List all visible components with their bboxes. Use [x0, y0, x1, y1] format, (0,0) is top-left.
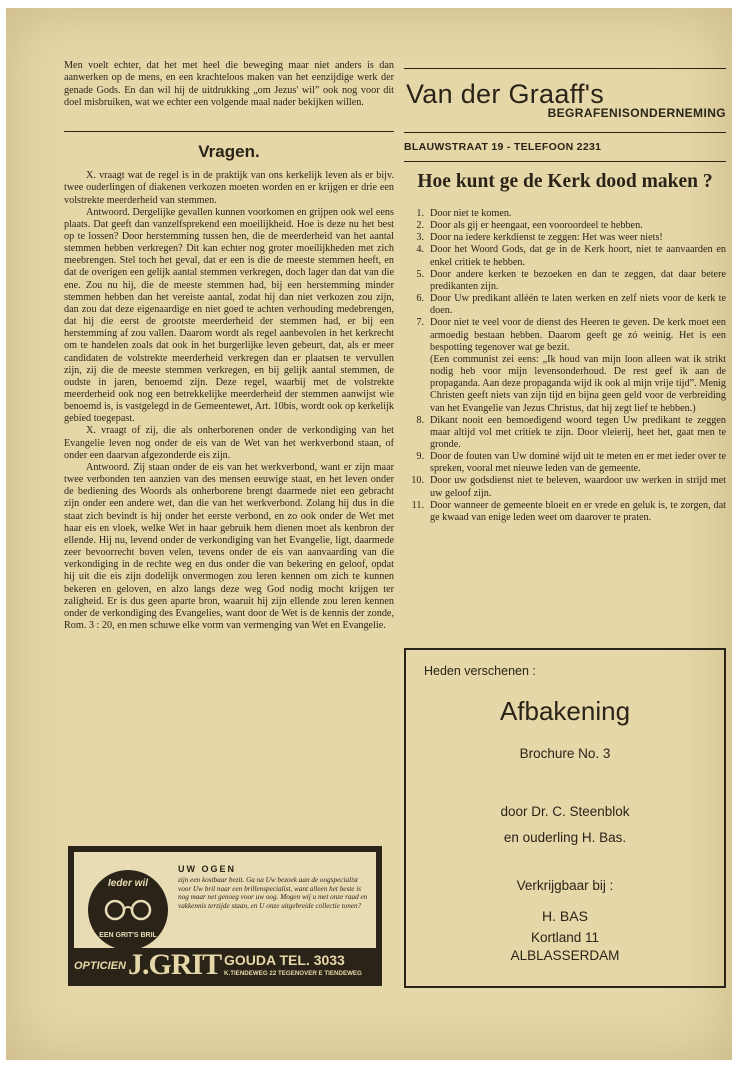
grit-ad-address: K.TIENDEWEG 22 TEGENOVER E TIENDEWEG	[224, 970, 362, 977]
afb-seller-name: H. BAS	[542, 908, 588, 924]
list-item: 1. Door niet te komen.	[416, 208, 512, 219]
list-item: 10. Door uw godsdienst niet te beleven, waardoor uw werken in strijd met uw geloof zijn.	[411, 475, 726, 499]
list-item: 7. Door niet te veel voor de dienst des Heeren te geven. De kerk moet een armoedig bestaan hebben. Daarom geeft ge zó weinig. Het is een bespotting tegenover wat ge bezit. (Een communist zei eens: „Ik houd van mijn loon alleen wat ik strikt nodig heb voor mijn levensonderhoud. De rest geef ik aan de propaganda. Aan deze propaganda wijd ik ook al mijn vrije tijd”. Menig Christen geeft niets van zijn tijd en bijna geen geld voor de verbreiding van het Evangelie van Jezus Christus, dat hij zegt lief te hebben.)	[416, 317, 726, 414]
list-item: 11. Door wanneer de gemeente bloeit en er vrede en geluk is, te zorgen, dat ge kwaad van enige leden weet om daarover te praten.	[411, 499, 726, 523]
afb-seller-street: Kortland 11	[530, 930, 600, 945]
divider	[404, 132, 726, 133]
divider	[404, 161, 726, 162]
grit-ad-footer	[72, 950, 378, 982]
numbered-list	[404, 208, 726, 524]
question-1: X. vraagt wat de regel is in de praktijk van ons kerkelijk leven als er bijv. twee ouderlingen of diakenen verkozen moeten worden en er krijgen er drie een volstrekte meerderheid van stemmen.	[64, 170, 394, 206]
list-item-note: (Een communist zei eens: „Ik houd van mijn loon alleen wat ik strikt nodig heb voor mijn levensonderhoud. De rest geef ik aan de propaganda. Aan deze propaganda wijd ik ook al mijn vrije tijd”. Menig Christen geeft niets van zijn tijd en bijna geen geld voor de verbreiding van het Evangelie van Jezus Christus, dat hij zegt lief te hebben.)	[430, 353, 726, 414]
emblem-top-text: Ieder wil	[107, 878, 148, 889]
right-column	[404, 68, 726, 524]
grit-ad-headline: UW OGEN	[178, 864, 236, 874]
afb-author-1: door Dr. C. Steenblok	[500, 804, 630, 819]
firm-name: Van der Graaff's	[406, 79, 605, 109]
list-item: 8. Dikant nooit een bemoedigend woord tegen Uw predikant te zeggen maar altijd vol met critiek te zijn. Door vleierij, heet het, gaat men te gronde.	[416, 414, 726, 450]
list-item: 2. Door als gij er heengaat, een vooroordeel te hebben.	[416, 220, 643, 232]
grit-ad-city-tel: GOUDA TEL. 3033	[224, 952, 345, 968]
newspaper-page	[6, 8, 732, 1060]
grit-ad-emblem	[88, 870, 168, 950]
list-item: 3. Door na iedere kerkdienst te zeggen: Het was weer niets!	[416, 232, 663, 244]
grit-ad-opticien: OPTICIEN	[74, 960, 126, 972]
afb-author-2: en ouderling H. Bas.	[503, 830, 627, 845]
question-2: X. vraagt of zij, die als onherborenen onder de verkondiging van het Evangelie leven nog onder de eis van de Wet van het werkverbond staan, of onder een daarvan afgezonderde eis zijn.	[64, 425, 394, 461]
grit-ad-brand: J.GRIT	[128, 948, 222, 981]
glasses-icon	[102, 898, 154, 922]
firm-address: BLAUWSTRAAT 19 - TELEFOON 2231	[404, 141, 602, 153]
divider	[64, 131, 394, 132]
grit-ad-panel	[74, 852, 376, 948]
grit-optician-advertisement	[68, 846, 382, 986]
list-item: 9. Door de fouten van Uw dominé wijd uit te meten en er met ieder over te spreken, vooral met nieuwe leden van de gemeente.	[416, 451, 726, 475]
list-item: 5. Door andere kerken te bezoeken en dan te zeggen, dat daar betere predikanten zijn.	[416, 268, 726, 292]
afb-brochure: Brochure No. 3	[519, 746, 611, 761]
afb-available: Verkrijgbaar bij :	[516, 878, 614, 893]
left-column	[64, 60, 394, 632]
emblem-bottom-text: EEN GRIT'S BRIL	[99, 932, 157, 939]
list-item: 6. Door Uw predikant alléén te laten werken en zelf niets voor de kerk te doen.	[416, 293, 726, 317]
firm-subtitle: BEGRAFENISONDERNEMING	[547, 106, 726, 120]
article-title: Hoe kunt ge de Kerk dood maken ?	[417, 171, 713, 192]
section-heading-vragen: Vragen.	[198, 142, 260, 162]
afb-title: Afbakening	[499, 696, 631, 726]
answer-2: Antwoord. Zij staan onder de eis van het werkverbond, want er zijn maar twee verbonden ten aanzien van des mensen eeuwige staat, en het leven onder de bediening des Woords als onherborene brengt daarmede niet een gebracht zijn onder een andere wet, dan die van het werkverbond. Zolang hij dus in die staat zich bevindt is hij onder het eerste verbond, en zo ook onder de Wet met haar eis en vloek, welke Wet in haar gebruik hem dienen moet als kenbron der ellende. Hij nu, levend onder de verkondiging van het Evangelie, ligt, daarmede zeer bevoorrecht boven velen, tevens onder de eis van aanvaarding van die verkondiging in de rechte weg en dus onder die van bekering en geloof, opdat hij uit die eis zijn dodelijk onvermogen zou leren kennen om zich te kunnen bekeren en geloven, en alzo langs deze weg God nodig mocht krijgen ter zaligheid. Er is dus geen aparte bron, waaruit hij zijn ellende zou leren kennen onder de verkondiging des Evangelies, want door de Wet is de kennis der zonde, Rom. 3 : 20, en men schuwe elke vorm van vermenging van Wet en Evangelie.	[64, 461, 394, 631]
afb-heden: Heden verschenen :	[424, 664, 536, 678]
divider	[404, 68, 726, 69]
answer-1: Antwoord. Dergelijke gevallen kunnen voorkomen en grijpen ook wel eens plaats. Dat geeft dan vanzelfsprekend een moeilijkheid. Hoe is deze nu het best op te lossen? Door herstemming tussen hen, die de meerderheid van het aantal stemmen hebben verkregen? Dit kan echter nog groter moeilijkheden met zich meebrengen. Stel toch het geval, dat er een is die de meeste stemmen heeft, en dat de overigen een gelijk aantal stemmen verkregen, doch lager dan dat van die ene. Zou nu hij, die de meeste stemmen had, bij een herstemming minder stemmen hebben dan het vereiste aantal, zodat hij dan niet verkozen zou zijn, dan zou dat deze eigenaardige en niet goed te achten verhouding medebrengen, dat hij die eerst de grootste meerderheid der stemmen had, er bij een herstemming af zou vallen. Daarom wordt als regel aanbevolen in het kerkrecht om te handelen zoals dat ook in het burgerlijke leven gebeurt, dat, als er meer candidaten de volstrekte meerderheid verkregen dan er plaatsen te vervullen zijn, zij die de meeste stemmen verkregen, en bij gelijk aantal stemmen, de oudste in jaren, benoemd zijn. Deze regel, waarbij met de volstrekte meerderheid ook nog een betrekkelijke meerderheid der stemmen aanwijst wie benoemd is, is vastgelegd in de Gemeentewet, Art. 10bis, wordt ook op kerkelijk gebied toegepast.	[64, 206, 394, 425]
grit-ad-body: zijn een kostbaar bezit. Ga na Uw bezoek aan de oogspecialist voor Uw bril naar een brillenspecialist, want alleen het beste is nog maar net genoeg voor uw oog. Mogen wij u met onze raad en vakkennis terzijde staan, en U onze uitgebreide collectie tonen?	[178, 876, 368, 910]
afb-seller-city: ALBLASSERDAM	[510, 948, 620, 963]
afbakening-advertisement	[404, 648, 726, 988]
list-item: 4. Door het Woord Gods, dat ge in de Kerk hoort, niet te aanvaarden en enkel critiek te hebben.	[416, 244, 726, 268]
intro-paragraph: Men voelt echter, dat het met heel die beweging maar niet anders is dan aanwerken op de mens, en een krachteloos maken van het eenzijdige werk der genade Gods. En dan wil hij de uitdrukking „om Jezus' wil” ook nog voor dit doel misbruiken, wat we echter een volgende maal nader bekijken willen.	[64, 60, 394, 108]
